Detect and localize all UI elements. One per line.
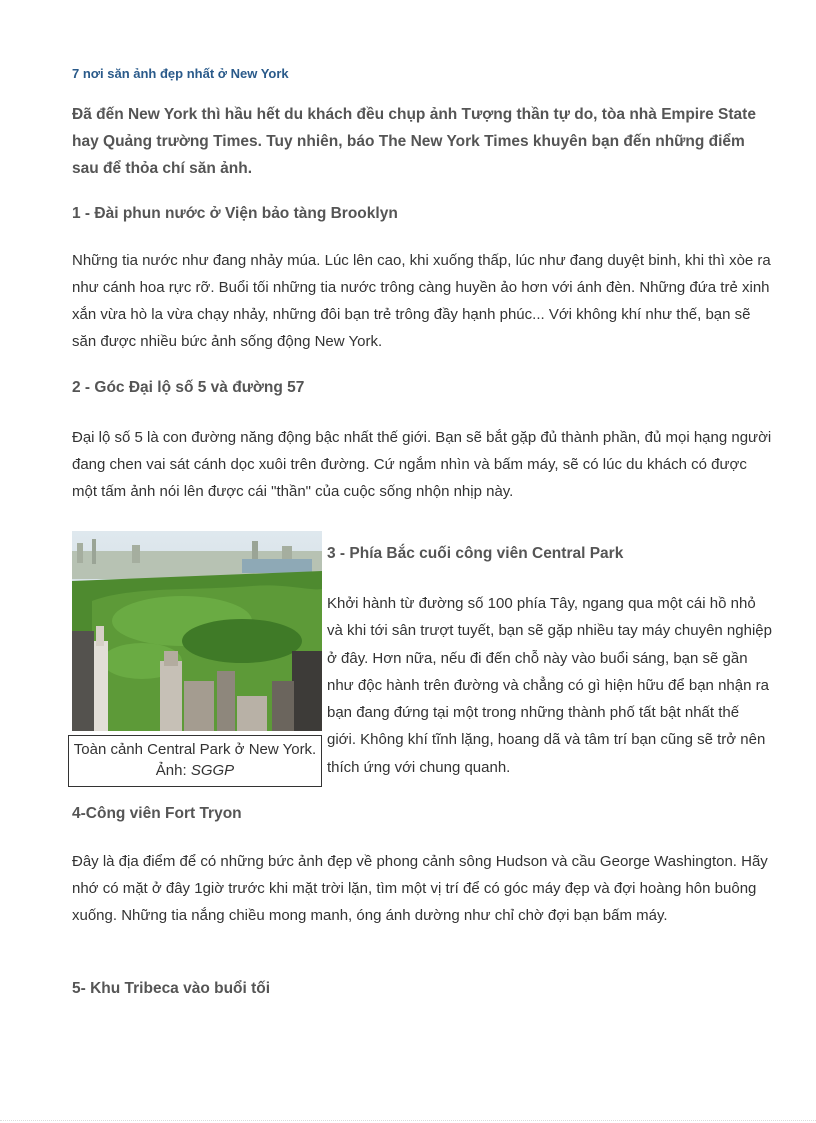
section-1-text: Những tia nước như đang nhảy múa. Lúc lên cao, khi xuống thấp, lúc như đang duyệt binh, khi thì xòe ra như cánh hoa rực rỡ. Buổi tối những tia nước trông càng huyền ảo hơn với ánh đèn. Những đứa trẻ xinh xắn vừa hò la vừa chạy nhảy, những đôi bạn trẻ trông đầy hạnh phúc... Với không khí như thế, bạn sẽ săn được nhiều bức ảnh sống động New York. xyxy=(72,252,771,350)
caption-text: Toàn cảnh Central Park ở New York. Ảnh: xyxy=(73,741,317,779)
photo-caption xyxy=(68,735,322,787)
central-park-photo xyxy=(72,531,322,731)
section-2-text: Đại lộ số 5 là con đường năng động bậc nhất thế giới. Bạn sẽ bắt gặp đủ thành phần, đủ mọi hạng người đang chen vai sát cánh dọc xuôi trên đường. Cứ ngắm nhìn và bấm máy, sẽ có lúc du khách có được một tấm ảnh nói lên được cái "thần" của cuộc sống nhộn nhịp này. xyxy=(72,429,772,500)
article-title: 7 nơi săn ảnh đẹp nhất ở New York xyxy=(72,66,289,81)
section-3-heading: 3 - Phía Bắc cuối công viên Central Park xyxy=(327,545,624,562)
section-2-heading: 2 - Góc Đại lộ số 5 và đường 57 xyxy=(72,379,305,396)
section-3-text: Khởi hành từ đường số 100 phía Tây, ngang qua một cái hồ nhỏ và khi tới sân trượt tuyết, bạn sẽ gặp nhiều tay máy chuyên nghiệp ở đây. Hơn nữa, nếu đi đến chỗ này vào buổi sáng, bạn sẽ gần như độc hành trên đường và chẳng có gì hiện hữu để bạn nhận ra bạn đang đứng tại một trong những thành phố tất bật nhất thế giới. Không khí tĩnh lặng, hoang dã và tâm trí bạn cũng sẽ trở nên thích ứng với chung quanh. xyxy=(327,595,772,776)
caption-credit: SGGP xyxy=(190,762,235,779)
section-5-heading: 5- Khu Tribeca vào buổi tối xyxy=(72,980,271,997)
section-4-heading: 4-Công viên Fort Tryon xyxy=(72,805,242,822)
central-park-image xyxy=(72,531,322,731)
section-4-text: Đây là địa điểm để có những bức ảnh đẹp về phong cảnh sông Hudson và cầu George Washington. Hãy nhớ có mặt ở đây 1giờ trước khi mặt trời lặn, tìm một vị trí để có góc máy đẹp và đợi hoàng hôn buông xuống. Những tia nắng chiều mong manh, óng ánh dường như chỉ chờ đợi bạn bấm máy. xyxy=(72,853,768,924)
lead-paragraph: Đã đến New York thì hầu hết du khách đều chụp ảnh Tượng thần tự do, tòa nhà Empire State hay Quảng trường Times. Tuy nhiên, báo The New York Times khuyên bạn đến những điểm sau để thỏa chí săn ảnh. xyxy=(72,106,756,177)
section-1-heading: 1 - Đài phun nước ở Viện bảo tàng Brooklyn xyxy=(72,205,398,222)
page-bottom-rule xyxy=(0,1120,816,1121)
